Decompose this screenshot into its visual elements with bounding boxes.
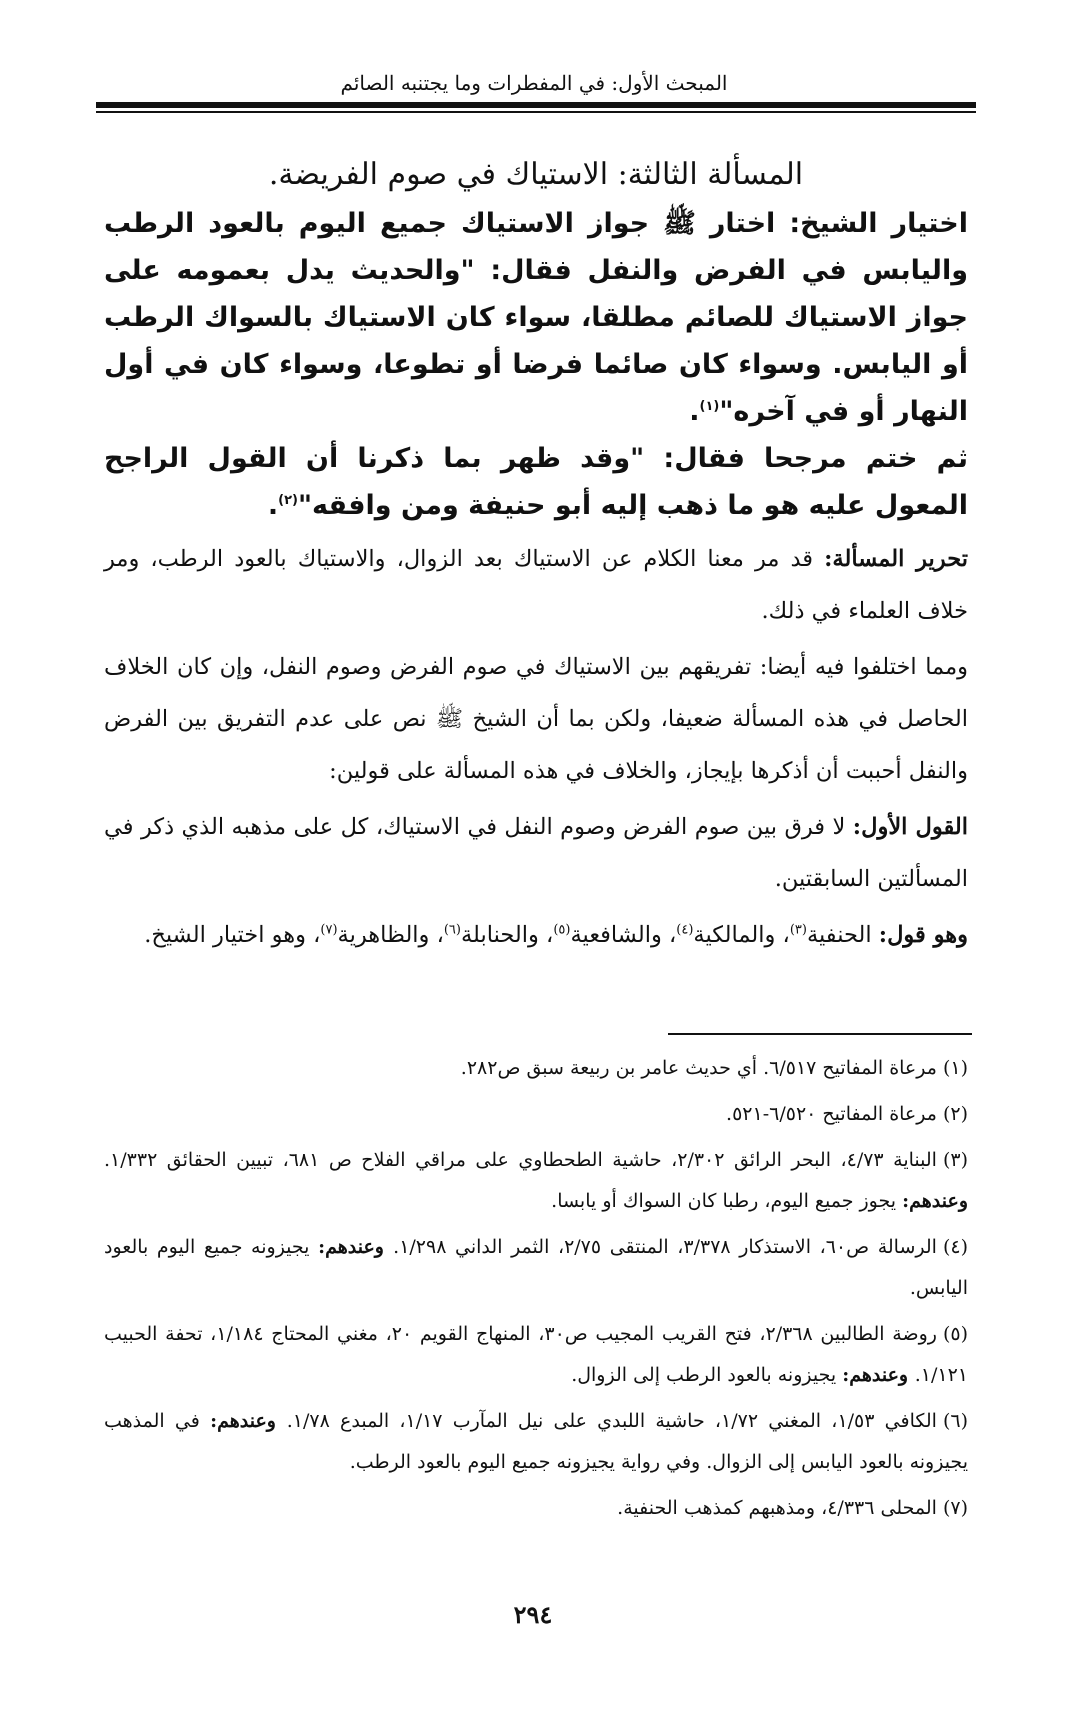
footnote-text: المحلى ٤/٣٣٦، ومذهبهم كمذهب الحنفية. (617, 1497, 937, 1519)
footnote-number: (٥) (942, 1323, 968, 1345)
page-number: ٢٩٤ (513, 1600, 553, 1629)
footnote-ref-3: (٣) (789, 922, 807, 938)
tahrir-label: تحرير المسألة: (824, 546, 969, 572)
madhhab-hanafi: الحنفية (806, 922, 879, 948)
sheikh-conclusion-end: . (267, 490, 279, 521)
footnote-1 (104, 1048, 968, 1089)
sheikh-conclusion-text: ثم ختم مرجحا فقال: "وقد ظهر بما ذكرنا أن القول الراجح المعول عليه هو ما ذهب إليه أبو حنيفة ومن وافقه" (104, 443, 968, 521)
separator: ، (429, 922, 444, 948)
sheikh-conclusion (104, 435, 968, 529)
footnote-number: (٢) (942, 1103, 968, 1125)
footnote-label: وعندهم: (902, 1190, 968, 1212)
madhhab-shafii: والشافعية (570, 922, 662, 948)
footnote-tail: يجيزونه بالعود الرطب إلى الزوال. (571, 1364, 843, 1386)
madhhab-zahiri: والظاهرية (337, 922, 430, 948)
sheikh-choice-text: اختيار الشيخ: اختار ﷺ جواز الاستياك جميع اليوم بالعود الرطب واليابس في الفرض والنفل فقال: "والحديث يدل بعمومه على جواز الاستياك للصائم مطلقا، سواء كان الاستياك بالسواك الرطب أو اليابس. وسواء كان صائما فرضا أو تطوعا، وسواء كان في أول النهار أو في آخره" (104, 208, 968, 427)
tahrir-paragraph (104, 533, 968, 637)
footnote-text: البناية ٤/٧٣، البحر الرائق ٢/٣٠٢، حاشية الطحطاوي على مراقي الفلاح ص ٦٨١، تبيين الحقائق ١/٣٣٢. (104, 1149, 937, 1171)
footnote-label: وعندهم: (210, 1410, 287, 1432)
separator: ، (661, 922, 677, 948)
footnote-text: الكافي ١/٥٣، المغني ١/٧٢، حاشية اللبدي على نيل المآرب ١/١٧، المبدع ١/٧٨. (286, 1410, 937, 1432)
difference-paragraph: ومما اختلفوا فيه أيضا: تفريقهم بين الاستياك في صوم الفرض وصوم النفل، وإن كان الخلاف الحاصل في هذه المسألة ضعيفا، ولكن بما أن الشيخ ﷺ نص على عدم التفريق بين الفرض والنفل أحببت أن أذكرها بإيجاز، والخلاف في هذه المسألة على قولين: (104, 654, 968, 784)
separator: ، (538, 922, 554, 948)
footnote-6 (104, 1401, 968, 1483)
footnote-ref-7: (٧) (320, 922, 338, 938)
first-opinion-paragraph (104, 801, 968, 905)
footnote-ref-2: (٢) (278, 493, 298, 508)
madhhab-maliki: والمالكية (693, 922, 776, 948)
first-opinion-text: لا فرق بين صوم الفرض وصوم النفل في الاستياك، كل على مذهبه الذي ذكر في المسألتين السابقتين. (104, 814, 968, 892)
footnote-ref-1: (١) (699, 399, 720, 414)
madhhab-hanbali: والحنابلة (460, 922, 539, 948)
header-rule-thin (96, 111, 976, 113)
footnote-text: روضة الطالبين ٢/٣٦٨، فتح القريب المجيب ص٣٠، المنهاج القويم ٢٠، مغني المحتاج ١/١٨٤، تحفة الحبيب ١/١٢١. (104, 1323, 968, 1386)
footnote-ref-5: (٥) (553, 922, 571, 938)
footnote-label: وعندهم: (318, 1236, 394, 1258)
footnote-tail: يجوز جميع اليوم، رطبا كان السواك أو يابسا. (551, 1190, 903, 1212)
footnote-2 (104, 1094, 968, 1135)
footnote-text: مرعاة المفاتيح ٦/٥١٧. أي حديث عامر بن ربيعة سبق ص٢٨٢. (460, 1057, 937, 1079)
footnote-ref-4: (٤) (676, 922, 694, 938)
tahrir-text: قد مر معنا الكلام عن الاستياك بعد الزوال، والاستياك بالعود الرطب، ومر خلاف العلماء في ذلك. (104, 546, 968, 624)
main-text (104, 150, 968, 961)
footnote-number: (٣) (942, 1149, 968, 1171)
header-rule-thick (96, 102, 976, 108)
sheikh-choice (104, 200, 968, 435)
footnote-separator (668, 1033, 972, 1035)
separator: ، (775, 922, 790, 948)
separator: ، (305, 922, 321, 948)
footnote-ref-6: (٦) (443, 922, 461, 938)
footnote-tail: يجيزونه جميع اليوم بالعود اليابس. (104, 1236, 968, 1299)
footnote-tail: في المذهب يجيزونه بالعود اليابس إلى الزوال. وفي رواية يجيزونه جميع اليوم بالعود الرطب. (104, 1410, 968, 1473)
footnotes (104, 1048, 968, 1534)
proponents-label: وهو قول: (878, 922, 968, 948)
footnote-number: (١) (942, 1057, 968, 1079)
footnote-number: (٤) (942, 1236, 969, 1258)
footnote-number: (٦) (942, 1410, 969, 1432)
footnote-3 (104, 1140, 968, 1222)
footnote-label: وعندهم: (842, 1364, 915, 1386)
proponents-tail: وهو اختيار الشيخ. (144, 922, 306, 948)
footnote-7 (104, 1488, 968, 1529)
section-title: المسألة الثالثة: الاستياك في صوم الفريضة. (268, 157, 804, 192)
footnote-4 (104, 1227, 968, 1309)
first-opinion-label: القول الأول: (852, 814, 968, 840)
proponents-paragraph (104, 909, 968, 961)
sheikh-choice-end: . (689, 396, 700, 427)
footnote-5 (104, 1314, 968, 1396)
footnote-number: (٧) (942, 1497, 968, 1519)
footnote-text: مرعاة المفاتيح ٦/٥٢٠-٥٢١. (726, 1103, 937, 1125)
running-header: المبحث الأول: في المفطرات وما يجتنبه الصائم (340, 71, 728, 95)
footnote-text: الرسالة ص٦٠، الاستذكار ٣/٣٧٨، المنتقى ٢/٧٥، الثمر الداني ١/٢٩٨. (393, 1236, 937, 1258)
